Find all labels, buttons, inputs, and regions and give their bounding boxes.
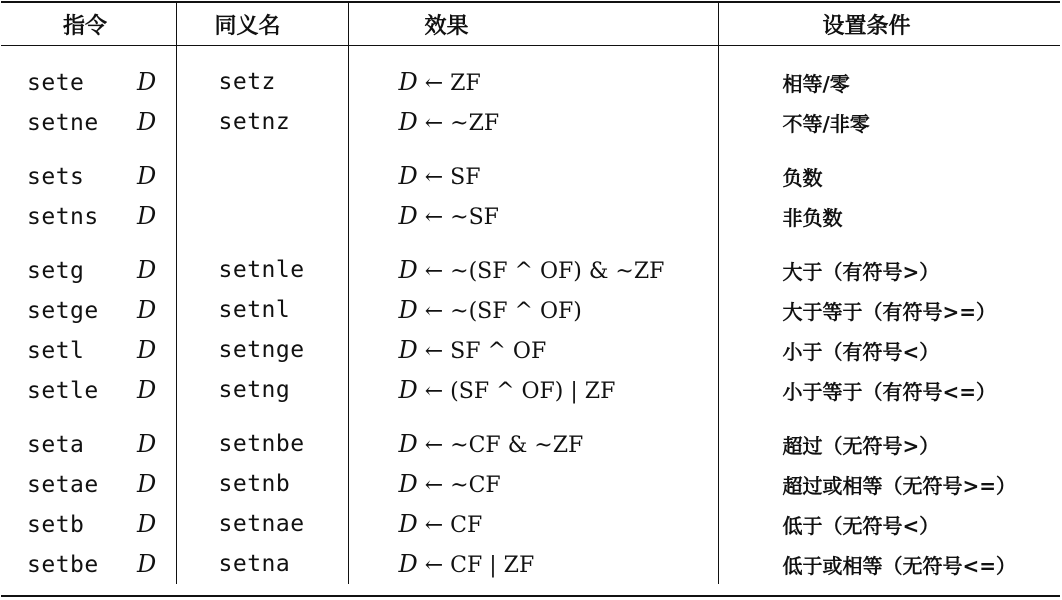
separator-cell: [1, 236, 176, 250]
condition-cell: 负数: [718, 156, 1060, 196]
separator-cell: [1, 410, 176, 424]
table-row: [1, 504, 1060, 544]
synonym-cell: setnge: [176, 330, 348, 370]
instruction-cell: [1, 156, 176, 196]
condition-cell: 非负数: [718, 196, 1060, 236]
effect-expression: ← ZF: [417, 71, 481, 96]
condition-cell: 超过（无符号>）: [718, 424, 1060, 464]
separator-cell: [348, 236, 718, 250]
effect-cell: [348, 330, 718, 370]
condition-cell: 低于（无符号<）: [718, 504, 1060, 544]
table-row: [1, 46, 1060, 103]
instruction-opcode: sets: [27, 164, 85, 190]
effect-destination: D: [398, 430, 418, 458]
effect-destination: D: [398, 202, 418, 230]
effect-expression: ← ~(SF ^ OF): [417, 299, 582, 324]
set-instructions-table: [1, 3, 1060, 584]
instruction-cell: [1, 370, 176, 410]
effect-expression: ← ~CF & ~ZF: [417, 433, 584, 458]
table-row: [1, 424, 1060, 464]
effect-destination: D: [398, 296, 418, 324]
separator-cell: [348, 142, 718, 156]
group-separator: [1, 142, 1060, 156]
instruction-operand: D: [137, 430, 157, 458]
effect-cell: [348, 504, 718, 544]
effect-destination: D: [398, 68, 418, 96]
separator-cell: [718, 236, 1060, 250]
condition-cell: 小于等于（有符号<=）: [718, 370, 1060, 410]
effect-destination: D: [398, 470, 418, 498]
instruction-opcode: setbe: [27, 552, 99, 578]
instruction-operand: D: [137, 376, 157, 404]
separator-cell: [718, 142, 1060, 156]
instruction-cell: [1, 290, 176, 330]
table-row: [1, 250, 1060, 290]
instruction-cell: [1, 46, 176, 103]
header-effect: 效果: [348, 3, 718, 46]
instruction-opcode: setb: [27, 512, 85, 538]
instruction-opcode: setle: [27, 378, 99, 404]
instruction-operand: D: [137, 108, 157, 136]
effect-expression: ← (SF ^ OF) | ZF: [417, 379, 616, 404]
instruction-operand: D: [137, 336, 157, 364]
instruction-cell: [1, 196, 176, 236]
table-header: [1, 3, 1060, 46]
condition-cell: 超过或相等（无符号>=）: [718, 464, 1060, 504]
synonym-cell: setnz: [176, 102, 348, 142]
effect-expression: ← SF ^ OF: [417, 339, 547, 364]
instruction-cell: [1, 102, 176, 142]
table-row: [1, 290, 1060, 330]
table-row: [1, 196, 1060, 236]
instruction-opcode: setl: [27, 338, 85, 364]
header-instruction: 指令: [1, 3, 176, 46]
effect-expression: ← CF | ZF: [417, 553, 535, 578]
instruction-operand: D: [137, 510, 157, 538]
group-separator: [1, 410, 1060, 424]
separator-cell: [348, 410, 718, 424]
effect-expression: ← ~ZF: [417, 111, 500, 136]
synonym-cell: [176, 156, 348, 196]
table-row: [1, 330, 1060, 370]
instruction-operand: D: [137, 68, 157, 96]
instruction-opcode: seta: [27, 432, 85, 458]
effect-expression: ← ~SF: [417, 205, 499, 230]
instruction-operand: D: [137, 296, 157, 324]
condition-cell: 不等/非零: [718, 102, 1060, 142]
instruction-cell: [1, 424, 176, 464]
synonym-cell: setnl: [176, 290, 348, 330]
effect-cell: [348, 464, 718, 504]
table-row: [1, 370, 1060, 410]
synonym-cell: [176, 196, 348, 236]
condition-cell: 小于（有符号<）: [718, 330, 1060, 370]
synonym-cell: setnb: [176, 464, 348, 504]
table-row: [1, 544, 1060, 584]
effect-cell: [348, 290, 718, 330]
synonym-cell: setna: [176, 544, 348, 584]
effect-expression: ← ~(SF ^ OF) & ~ZF: [417, 259, 665, 284]
condition-cell: 大于（有符号>）: [718, 250, 1060, 290]
synonym-cell: setnbe: [176, 424, 348, 464]
effect-cell: [348, 370, 718, 410]
instruction-cell: [1, 330, 176, 370]
instruction-opcode: setne: [27, 110, 99, 136]
separator-cell: [718, 410, 1060, 424]
instruction-opcode: setge: [27, 298, 99, 324]
instruction-operand: D: [137, 470, 157, 498]
effect-destination: D: [398, 550, 418, 578]
header-row: [1, 3, 1060, 46]
effect-destination: D: [398, 376, 418, 404]
instruction-cell: [1, 504, 176, 544]
table-body: [1, 46, 1060, 585]
effect-cell: [348, 544, 718, 584]
instruction-operand: D: [137, 256, 157, 284]
effect-expression: ← ~CF: [417, 473, 501, 498]
effect-expression: ← CF: [417, 513, 483, 538]
table-row: [1, 102, 1060, 142]
condition-cell: 相等/零: [718, 46, 1060, 103]
synonym-cell: setnae: [176, 504, 348, 544]
synonym-cell: setz: [176, 46, 348, 103]
effect-cell: [348, 250, 718, 290]
instruction-opcode: setae: [27, 472, 99, 498]
header-synonym: 同义名: [176, 3, 348, 46]
table-row: [1, 464, 1060, 504]
synonym-cell: setng: [176, 370, 348, 410]
effect-destination: D: [398, 162, 418, 190]
instruction-opcode: setg: [27, 258, 85, 284]
separator-cell: [176, 142, 348, 156]
instruction-operand: D: [137, 202, 157, 230]
effect-expression: ← SF: [417, 165, 481, 190]
separator-cell: [176, 410, 348, 424]
instruction-operand: D: [137, 550, 157, 578]
separator-cell: [176, 236, 348, 250]
table-row: [1, 156, 1060, 196]
effect-destination: D: [398, 336, 418, 364]
instruction-cell: [1, 464, 176, 504]
condition-cell: 大于等于（有符号>=）: [718, 290, 1060, 330]
group-separator: [1, 236, 1060, 250]
effect-cell: [348, 102, 718, 142]
set-instructions-table-frame: [1, 1, 1060, 597]
condition-cell: 低于或相等（无符号<=）: [718, 544, 1060, 584]
separator-cell: [1, 142, 176, 156]
effect-cell: [348, 156, 718, 196]
effect-cell: [348, 46, 718, 103]
instruction-opcode: setns: [27, 204, 99, 230]
effect-cell: [348, 424, 718, 464]
effect-destination: D: [398, 108, 418, 136]
effect-destination: D: [398, 510, 418, 538]
effect-cell: [348, 196, 718, 236]
instruction-opcode: sete: [27, 70, 85, 96]
instruction-operand: D: [137, 162, 157, 190]
instruction-cell: [1, 544, 176, 584]
instruction-cell: [1, 250, 176, 290]
effect-destination: D: [398, 256, 418, 284]
synonym-cell: setnle: [176, 250, 348, 290]
header-condition: 设置条件: [718, 3, 1060, 46]
